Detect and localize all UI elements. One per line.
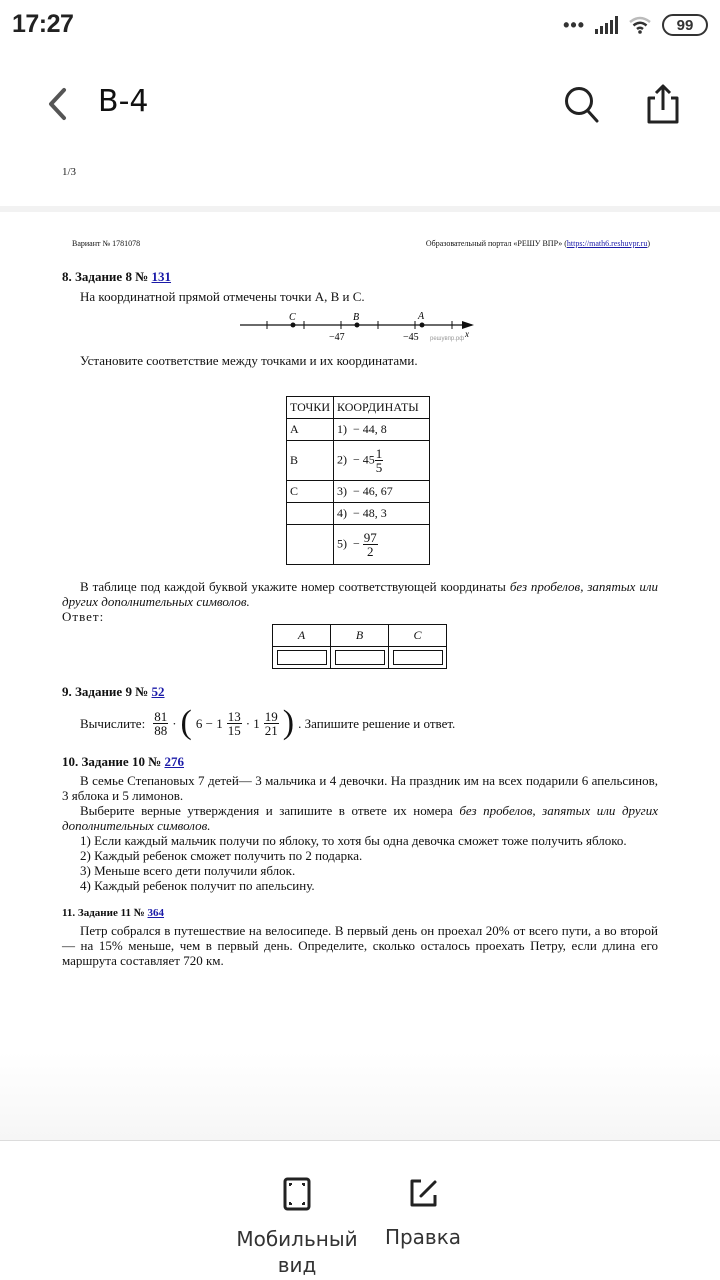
- frac-numerator: 19: [264, 708, 278, 724]
- task8-intro: На координатной прямой отмечены точки A, B и C.: [80, 289, 365, 304]
- point-cell: B: [287, 441, 334, 481]
- fraction-19-21: [264, 710, 279, 737]
- task9-head-text: 9. Задание 9 №: [62, 684, 152, 699]
- edit-label: Правка: [384, 1225, 462, 1249]
- edit-button[interactable]: [358, 1177, 488, 1250]
- task8-answer-instruction: [62, 579, 658, 609]
- coord-cell: [334, 481, 430, 503]
- task9-heading: [62, 684, 165, 700]
- table-row: [287, 525, 430, 565]
- status-time: 17:27: [12, 10, 74, 38]
- portal-end: ): [647, 239, 650, 248]
- tick-label-47: −47: [329, 332, 345, 343]
- answer-header-c: C: [389, 625, 447, 647]
- coord-num: 1): [337, 422, 348, 436]
- coord-value: − 46, 67: [353, 484, 393, 498]
- task8-instruction: Установите соответствие между точками и их координатами.: [80, 353, 418, 368]
- coord-value: − 45: [353, 452, 375, 467]
- task10-text1: В семье Степановых 7 детей— 3 мальчика и 4 девочки. На праздник им на всех подарили 6 апельсинов, 3 яблока и 5 лимонов.: [62, 773, 658, 803]
- fraction-81-88: [153, 710, 168, 737]
- search-icon: [562, 84, 602, 124]
- answer-cell-a: [273, 647, 331, 669]
- answer-header-a: A: [273, 625, 331, 647]
- search-button[interactable]: [562, 84, 602, 124]
- task10-number-link[interactable]: 276: [164, 754, 185, 769]
- task10-text2-italic: без пробелов, запятых или других дополнительных символов.: [62, 803, 658, 833]
- answer-header-b: B: [331, 625, 389, 647]
- six-minus-one: 6 − 1: [195, 715, 223, 731]
- answer-input-b[interactable]: [335, 650, 385, 665]
- wifi-icon: [628, 15, 652, 35]
- table-row: [287, 481, 430, 503]
- table-row: [287, 419, 430, 441]
- task10-option-4: 4) Каждый ребенок получит по апельсину.: [80, 878, 315, 893]
- watermark: решувпр.рф: [430, 336, 465, 342]
- task9-expression: [80, 702, 676, 744]
- coord-value: −: [353, 536, 360, 551]
- battery-level: 99: [676, 16, 694, 34]
- task8-number-link[interactable]: 131: [151, 269, 172, 284]
- task10-option-3: 3) Меньше всего дети получили яблок.: [80, 863, 296, 878]
- coord-num: 2): [337, 452, 348, 467]
- task9-suffix: . Запишите решение и ответ.: [298, 715, 456, 731]
- frac-denominator: 88: [154, 722, 168, 738]
- coord-fraction: [375, 447, 384, 474]
- page-indicator: 1/3: [62, 166, 77, 178]
- task10-text2-plain: Выберите верные утверждения и запишите в ответе их номера: [80, 803, 460, 818]
- task10-text2: [62, 803, 658, 833]
- coord-value: − 44, 8: [353, 422, 387, 436]
- answer-instruction-italic: без пробелов, запятых или других дополнительных символов.: [62, 579, 658, 609]
- task9-number-link[interactable]: 52: [151, 684, 165, 699]
- chevron-left-icon: [42, 84, 72, 124]
- task10-head-text: 10. Задание 10 №: [62, 754, 165, 769]
- answer-cell-b: [331, 647, 389, 669]
- share-button[interactable]: [643, 82, 683, 126]
- bottom-toolbar: [0, 1140, 720, 1280]
- back-button[interactable]: [42, 84, 72, 124]
- answer-input-a[interactable]: [277, 650, 327, 665]
- point-cell: A: [287, 419, 334, 441]
- point-cell: [287, 525, 334, 565]
- table-row: [287, 503, 430, 525]
- point-c-label: C: [289, 312, 296, 323]
- frac-denominator: 5: [375, 460, 383, 475]
- mobile-view-label: Мобильный вид: [236, 1227, 358, 1277]
- mobile-view-icon: [283, 1177, 311, 1211]
- task8-head-text: 8. Задание 8 №: [62, 269, 152, 284]
- frac-numerator: 81: [154, 708, 168, 724]
- coord-cell: [334, 525, 430, 565]
- portal-link[interactable]: https://math6.reshuvpr.ru: [566, 239, 648, 248]
- task10-option-2: 2) Каждый ребенок сможет получить по 2 подарка.: [80, 848, 363, 863]
- coord-cell: [334, 441, 430, 481]
- coord-value: − 48, 3: [353, 506, 387, 520]
- open-paren: (: [180, 704, 192, 741]
- task11-head-text: 11. Задание 11 №: [62, 907, 148, 919]
- coord-fraction: [363, 531, 378, 558]
- app-header: [0, 60, 720, 150]
- task10-heading: [62, 754, 184, 770]
- document-title: В-4: [98, 84, 149, 119]
- axis-x-label: x: [465, 329, 469, 339]
- frac-numerator: 1: [375, 446, 383, 461]
- portal-text: Образовательный портал «РЕШУ ВПР» (: [425, 239, 567, 248]
- portal-credit: [426, 239, 650, 248]
- table-row: [287, 441, 430, 481]
- fraction-13-15: [227, 710, 242, 737]
- frac-denominator: 2: [367, 544, 374, 559]
- status-bar: [0, 0, 720, 54]
- frac-numerator: 13: [227, 708, 241, 724]
- task8-heading: [62, 269, 171, 285]
- battery-indicator: [662, 14, 708, 36]
- frac-denominator: 15: [227, 722, 241, 738]
- running-head: [72, 239, 660, 248]
- coord-cell: [334, 503, 430, 525]
- frac-numerator: 97: [363, 530, 377, 545]
- document-page[interactable]: [0, 212, 720, 1140]
- close-paren: ): [282, 704, 295, 741]
- task11-heading: [62, 907, 164, 919]
- task11-number-link[interactable]: 364: [147, 907, 165, 919]
- mult-dot: ·: [172, 715, 177, 731]
- mobile-view-button[interactable]: [232, 1177, 362, 1278]
- col-header-points: ТОЧКИ: [287, 397, 334, 419]
- tick-label-45: −45: [403, 332, 419, 343]
- point-cell: [287, 503, 334, 525]
- mult-dot-one: · 1: [245, 715, 260, 731]
- coord-num: 3): [337, 484, 348, 498]
- number-line-figure: [240, 310, 480, 344]
- answer-label: Ответ:: [62, 609, 105, 624]
- signal-icon: [595, 16, 618, 34]
- point-b-label: B: [353, 312, 360, 323]
- more-dots-icon: •••: [563, 15, 585, 35]
- answer-instruction-text: В таблице под каждой буквой укажите номер соответствующей координаты: [80, 579, 510, 594]
- coord-cell: [334, 419, 430, 441]
- answer-input-c[interactable]: [393, 650, 443, 665]
- answer-table: [272, 624, 447, 669]
- answer-cell-c: [389, 647, 447, 669]
- share-icon: [643, 82, 683, 126]
- edit-icon: [407, 1177, 439, 1209]
- status-icons: [563, 14, 708, 36]
- col-header-coordinates: КООРДИНАТЫ: [334, 397, 430, 419]
- task9-prefix: Вычислите:: [80, 715, 146, 731]
- point-cell: C: [287, 481, 334, 503]
- task11-text: Петр собрался в путешествие на велосипеде. В первый день он проехал 20% от всего пути, а во второй— на 15% меньше, чем в первый день. Определите, сколько осталось проехать Петру, если длина его маршрута составляет 720 км.: [62, 923, 658, 968]
- coord-num: 5): [337, 536, 348, 551]
- coordinates-table: [286, 396, 430, 565]
- task10-option-1: 1) Если каждый мальчик получи по яблоку, то хотя бы одна девочка сможет тоже получить яблоко.: [80, 833, 627, 848]
- point-a-label: A: [418, 311, 425, 322]
- variant-number: Вариант № 1781078: [72, 239, 141, 248]
- frac-denominator: 21: [264, 722, 278, 738]
- coord-num: 4): [337, 506, 348, 520]
